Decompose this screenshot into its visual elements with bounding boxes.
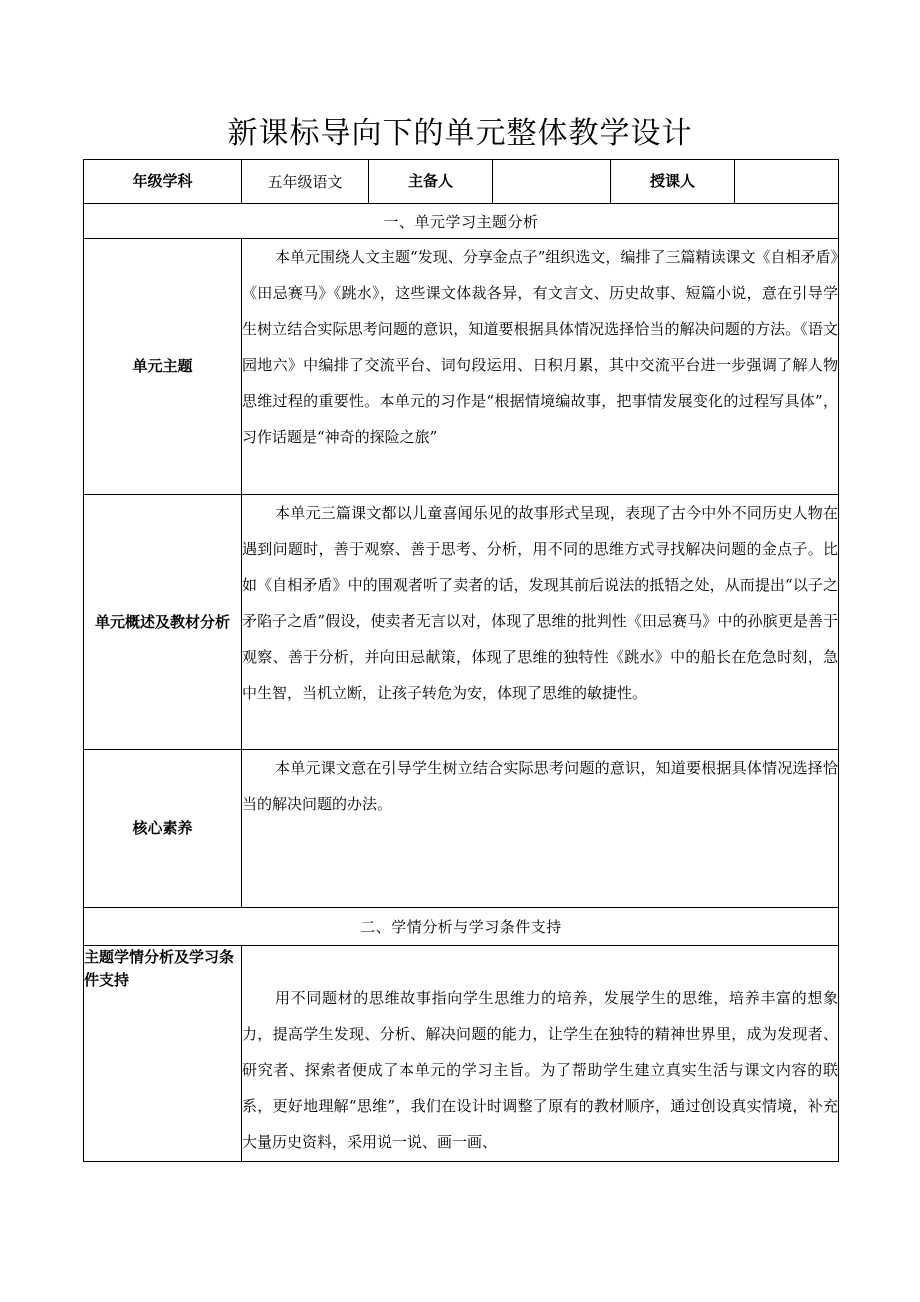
unit-theme-row [84,239,839,495]
section-row [84,204,839,239]
teacher-value [735,160,839,204]
header-row [84,160,839,204]
section-title-learning-analysis: 二、学情分析与学习条件支持 [84,908,839,946]
core-competency-row [84,750,839,908]
unit-overview-row [84,495,839,750]
lead-preparer-value [493,160,611,204]
lesson-plan-table [83,159,839,1162]
teacher-label: 授课人 [611,160,735,204]
unit-theme-text: 本单元围绕人文主题“发现、分享金点子”组织选文，编排了三篇精读课文《自相矛盾》《田忌赛马》《跳水》，这些课文体裁各异，有文言文、历史故事、短篇小说，意在引导学生树立结合实际思考问题的意识，知道要根据具体情况选择恰当的解决问题的方法。《语文园地六》中编排了交流平台、词句段运用、日积月累，其中交流平台进一步强调了解人物思维过程的重要性。本单元的习作是“根据情境编故事，把事情发展变化的过程写具体”，习作话题是“神奇的探险之旅” [242,239,839,495]
core-competency-text: 本单元课文意在引导学生树立结合实际思考问题的意识，知道要根据具体情况选择恰当的解决问题的办法。 [242,750,839,908]
section-title-unit-theme-analysis: 一、单元学习主题分析 [84,204,839,239]
learning-analysis-label: 主题学情分析及学习条件支持 [84,946,242,1162]
document-title: 新课标导向下的单元整体教学设计 [227,116,693,151]
core-competency-label: 核心素养 [84,750,242,908]
unit-theme-label: 单元主题 [84,239,242,495]
lead-preparer-label: 主备人 [369,160,493,204]
grade-subject-label: 年级学科 [84,160,242,204]
unit-overview-text: 本单元三篇课文都以儿童喜闻乐见的故事形式呈现，表现了古今中外不同历史人物在遇到问题时，善于观察、善于思考、分析，用不同的思维方式寻找解决问题的金点子。比如《自相矛盾》中的围观者听了卖者的话，发现其前后说法的抵牾之处，从而提出“以子之矛陷子之盾”假设，使卖者无言以对，体现了思维的批判性《田忌赛马》中的孙膑更是善于观察、善于分析，并向田忌献策，体现了思维的独特性《跳水》中的船长在危急时刻，急中生智，当机立断，让孩子转危为安，体现了思维的敏捷性。 [242,495,839,750]
learning-analysis-text: 用不同题材的思维故事指向学生思维力的培养，发展学生的思维，培养丰富的想象力，提高学生发现、分析、解决问题的能力，让学生在独特的精神世界里，成为发现者、研究者、探索者便成了本单元的学习主旨。为了帮助学生建立真实生活与课文内容的联系，更好地理解“思维”，我们在设计时调整了原有的教材顺序，通过创设真实情境，补充大量历史资料，采用说一说、画一画、 [242,946,839,1162]
section-row [84,908,839,946]
unit-overview-label: 单元概述及教材分析 [84,495,242,750]
grade-subject-value: 五年级语文 [242,160,369,204]
learning-analysis-row [84,946,839,1162]
